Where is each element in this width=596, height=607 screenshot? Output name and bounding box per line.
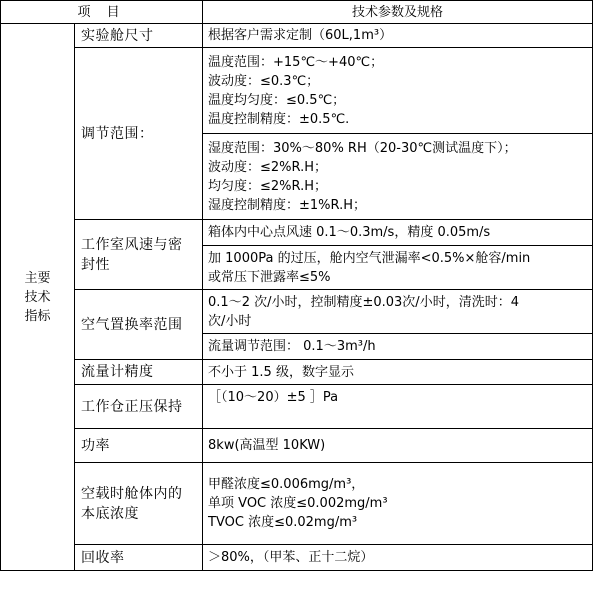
value-line: 甲醛浓度≤0.006mg/m³， xyxy=(208,477,365,492)
table-row xyxy=(1,360,593,385)
row-value-humidity xyxy=(203,134,593,220)
table-row xyxy=(1,290,593,334)
table-row xyxy=(1,220,593,246)
value-line: TVOC 浓度≤0.02mg/m³ xyxy=(208,515,358,530)
row-value xyxy=(203,334,593,360)
row-label: 空气置换率范围 xyxy=(75,290,203,360)
row-label: 工作室风速与密封性 xyxy=(75,220,203,290)
table-row xyxy=(1,24,593,48)
row-label: 实验舱尺寸 xyxy=(75,24,203,48)
row-value: 根据客户需求定制（60L,1m³） xyxy=(203,24,593,48)
value-line: 流量调节范围： 0.1～3m³/h xyxy=(208,339,376,354)
header-spec: 技术参数及规格 xyxy=(203,1,593,24)
value-line: 0.1～2 次/小时，控制精度±0.03次/小时，清洗时：4 xyxy=(208,294,519,310)
header-item: 项 目 xyxy=(1,1,203,24)
row-label: 工作仓正压保持 xyxy=(75,385,203,429)
table-row xyxy=(1,545,593,571)
table-row xyxy=(1,385,593,429)
row-label: 调节范围： xyxy=(75,48,203,220)
row-label: 空载时舱体内的本底浓度 xyxy=(75,463,203,545)
value-line: 温度控制精度：±0.5℃. xyxy=(208,111,350,127)
value-line: 温度均匀度：≤0.5℃； xyxy=(208,92,346,108)
table-row xyxy=(1,429,593,463)
value-line: 温度范围：+15℃～+40℃； xyxy=(208,54,384,70)
row-value: 8kw(高温型 10KW) xyxy=(203,429,593,463)
value-line: 次/小时 xyxy=(208,313,252,329)
group-label-line: 主要 xyxy=(24,270,51,286)
table-header-row xyxy=(1,1,593,24)
value-line: 箱体内中心点风速 0.1～0.3m/s，精度 0.05m/s xyxy=(208,225,491,240)
value-line: 加 1000Pa 的过压，舱内空气泄漏率<0.5%×舱容/min xyxy=(208,250,531,266)
value-line: 波动度：≤0.3℃； xyxy=(208,73,320,89)
value-line: 湿度范围：30%～80% RH（20-30℃测试温度下）； xyxy=(208,140,517,156)
row-value: ＞80%，（甲苯、正十二烷） xyxy=(203,545,593,571)
table-row xyxy=(1,48,593,134)
group-label-line: 指标 xyxy=(24,308,51,324)
value-line: 湿度控制精度：±1%R.H； xyxy=(208,197,367,213)
value-line: 或常压下泄露率≤5% xyxy=(208,269,331,285)
row-value xyxy=(203,220,593,246)
value-line: 单项 VOC 浓度≤0.002mg/m³ xyxy=(208,496,388,511)
row-label: 功率 xyxy=(75,429,203,463)
group-label xyxy=(1,24,75,571)
row-label: 回收率 xyxy=(75,545,203,571)
row-value xyxy=(203,463,593,545)
row-value: ［（10～20）±5 ］Pa xyxy=(203,385,593,429)
row-value xyxy=(203,246,593,290)
value-line: 波动度：≤2%R.H； xyxy=(208,159,328,175)
group-label-line: 技术 xyxy=(24,289,51,305)
value-line: 均匀度：≤2%R.H； xyxy=(208,178,328,194)
row-label: 流量计精度 xyxy=(75,360,203,385)
table-row xyxy=(1,463,593,545)
row-value: 不小于 1.5 级，数字显示 xyxy=(203,360,593,385)
row-value xyxy=(203,290,593,334)
row-value-temperature xyxy=(203,48,593,134)
